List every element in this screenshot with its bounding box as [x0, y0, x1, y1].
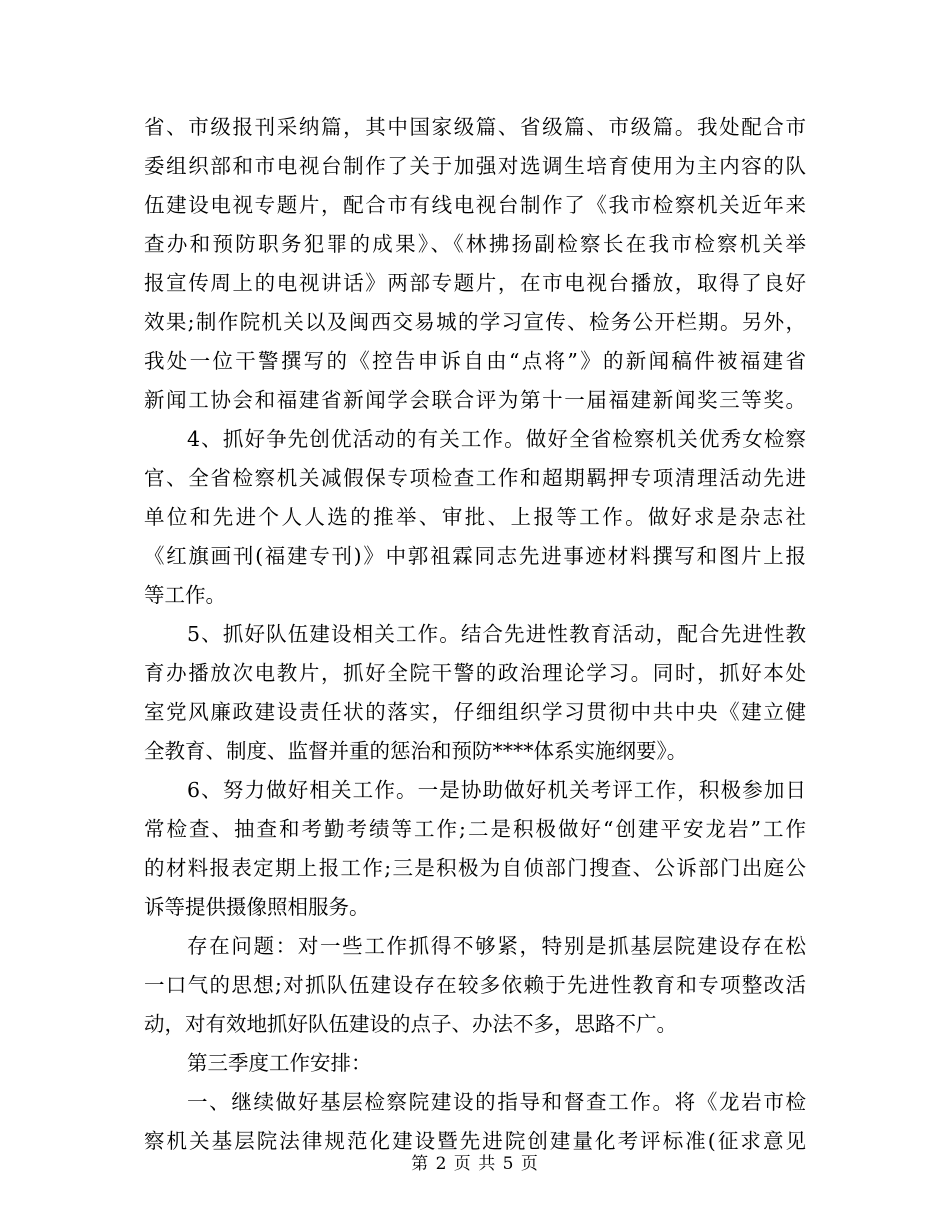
text-line: 单位和先进个人人选的推举、审批、上报等工作。做好求是杂志社	[144, 505, 806, 529]
text-line: 新闻工协会和福建省新闻学会联合评为第十一届福建新闻奖三等奖。	[144, 388, 806, 412]
text-line: 第三季度工作安排：	[187, 1051, 372, 1075]
document-body	[144, 108, 806, 1161]
text-line: 常检查、抽查和考勤考绩等工作;二是积极做好“创建平安龙岩”工作	[144, 817, 806, 841]
text-line: 5、抓好队伍建设相关工作。结合先进性教育活动，配合先进性教	[187, 622, 806, 646]
text-line: 效果;制作院机关以及闽西交易城的学习宣传、检务公开栏期。另外，	[144, 310, 806, 334]
text-line: 官、全省检察机关减假保专项检查工作和超期羁押专项清理活动先进	[144, 466, 806, 490]
text-line: 报宣传周上的电视讲话》两部专题片，在市电视台播放，取得了良好	[144, 271, 806, 295]
text-line: 一、继续做好基层检察院建设的指导和督查工作。将《龙岩市检	[187, 1090, 806, 1114]
text-line: 育办播放次电教片，抓好全院干警的政治理论学习。同时，抓好本处	[144, 661, 806, 685]
text-line: 4、抓好争先创优活动的有关工作。做好全省检察机关优秀女检察	[187, 427, 806, 451]
text-line: 6、努力做好相关工作。一是协助做好机关考评工作，积极参加日	[187, 778, 806, 802]
text-line: 全教育、制度、监督并重的惩治和预防****体系实施纲要》。	[144, 739, 688, 763]
text-line: 的材料报表定期上报工作;三是积极为自侦部门搜查、公诉部门出庭公	[144, 856, 806, 880]
text-line: 我处一位干警撰写的《控告申诉自由“点将”》的新闻稿件被福建省	[144, 349, 806, 373]
text-line: 一口气的思想;对抓队伍建设存在较多依赖于先进性教育和专项整改活	[144, 973, 806, 997]
page-footer: 第 2 页 共 5 页	[411, 1154, 539, 1174]
text-line: 存在问题：对一些工作抓得不够紧，特别是抓基层院建设存在松	[187, 934, 806, 958]
text-line: 等工作。	[144, 583, 226, 607]
text-line: 省、市级报刊采纳篇，其中国家级篇、省级篇、市级篇。我处配合市	[144, 115, 806, 139]
text-line: 察机关基层院法律规范化建设暨先进院创建量化考评标准(征求意见	[144, 1129, 806, 1153]
text-line: 委组织部和市电视台制作了关于加强对选调生培育使用为主内容的队	[144, 154, 806, 178]
text-line: 动，对有效地抓好队伍建设的点子、办法不多，思路不广。	[144, 1012, 677, 1036]
text-line: 诉等提供摄像照相服务。	[144, 895, 370, 919]
text-line: 《红旗画刊(福建专刊)》中郭祖霖同志先进事迹材料撰写和图片上报	[144, 544, 806, 568]
text-line: 伍建设电视专题片，配合市有线电视台制作了《我市检察机关近年来	[144, 193, 806, 217]
text-line: 室党风廉政建设责任状的落实，仔细组织学习贯彻中共中央《建立健	[144, 700, 806, 724]
text-line: 查办和预防职务犯罪的成果》、《林拂扬副检察长在我市检察机关举	[144, 232, 806, 256]
